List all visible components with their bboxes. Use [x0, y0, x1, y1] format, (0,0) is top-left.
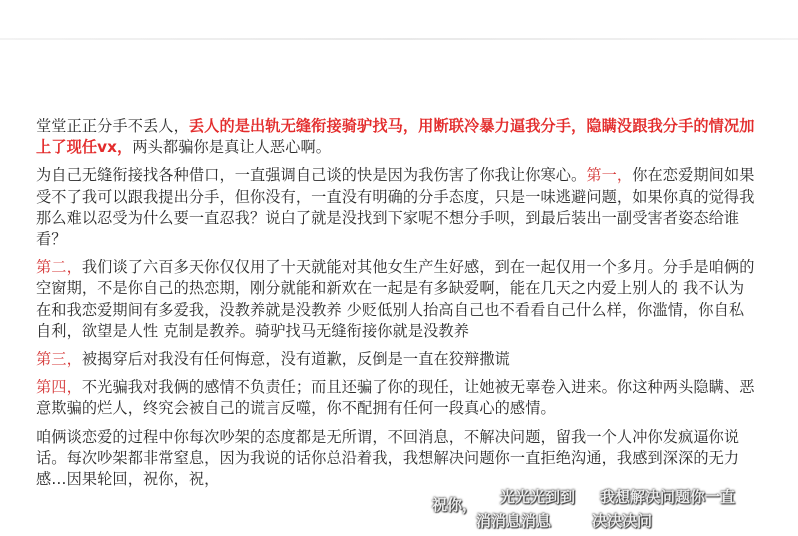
highlighted-text: 丢人的是出轨无缝衔接骑驴找马，用断联冷暴力逼我分手，隐瞒没跟我分手的情况加上了现任vx， — [36, 117, 755, 157]
header-divider — [0, 38, 798, 40]
paragraph-text: 被揭穿后对我没有任何悔意，没有道歉，反倒是一直在狡辩撒谎 — [81, 350, 510, 369]
paragraph-text: 咱俩谈恋爱的过程中你每次吵架的态度都是无所谓，不回消息，不解决问题，留我一个人冲你发疯逼你说话。每次吵架都非常窒息，因为我说的话你总沿着我，我想解决问题你一直拒绝沟通，我感到深深的无力感…因果轮回，祝你，祝， — [36, 427, 740, 489]
paragraph — [36, 116, 756, 158]
point-number: 第三， — [36, 350, 82, 369]
overlay-text-1: 祝你， — [432, 496, 478, 514]
point-number: 第四， — [36, 378, 82, 397]
overlay-text-2: 光光光到到 — [500, 488, 576, 506]
paragraph — [36, 427, 756, 491]
point-number: 第二， — [36, 258, 82, 277]
overlay-text-3: 消消息消息 — [476, 512, 552, 530]
paragraph-text: 堂堂正正分手不丢人， — [36, 117, 189, 135]
overlay-text-5: 决决决问 — [592, 512, 653, 530]
paragraph — [36, 349, 756, 370]
paragraph — [36, 377, 756, 419]
paragraph — [36, 165, 756, 250]
paragraph-text: 你在恋爱期间如果受不了我可以跟我提出分手，但你没有，一直没有明确的分手态度，只是一味逃避问题，如果你真的觉得我那么难以忍受为什么要一直忍我？说白了就是没找到下家呢不想分手呗，到最后装出一副受害者姿态给谁看？ — [36, 166, 755, 249]
post-body — [36, 116, 756, 497]
paragraph-text: 我们谈了六百多天你仅仅用了十天就能对其他女生产生好感，到在一起仅用一个多月。分手是咱俩的空窗期，不是你自己的热恋期，刚分就能和新欢在一起是有多缺爱啊，能在几天之内爱上别人的 我不认为在和我恋爱期间有多爱我，没教养就是没教养 少贬低别人抬高自己也不看看自己什么样，你滥情，你自私自利，欲望是人性 克制是教养。骑驴找马无缝衔接你就是没教养 — [36, 258, 755, 340]
paragraph — [36, 257, 756, 342]
paragraph-text: 为自己无缝衔接找各种借口，一直强调自己谈的快是因为我伤害了你我让你寒心。 — [36, 166, 587, 185]
paragraph-text: 不光骗我对我俩的感情不负责任；而且还骗了你的现任，让她被无辜卷入进来。你这种两头隐瞒、恶意欺骗的烂人，终究会被自己的谎言反噬，你不配拥有任何一段真心的感情。 — [36, 378, 755, 418]
paragraph-text: 两头都骗你是真让人恶心啊。 — [132, 138, 332, 157]
point-number: 第一， — [586, 166, 633, 185]
top-header-bar — [0, 0, 798, 40]
overlay-text-4: 我想解决问题你一直 — [600, 488, 736, 506]
